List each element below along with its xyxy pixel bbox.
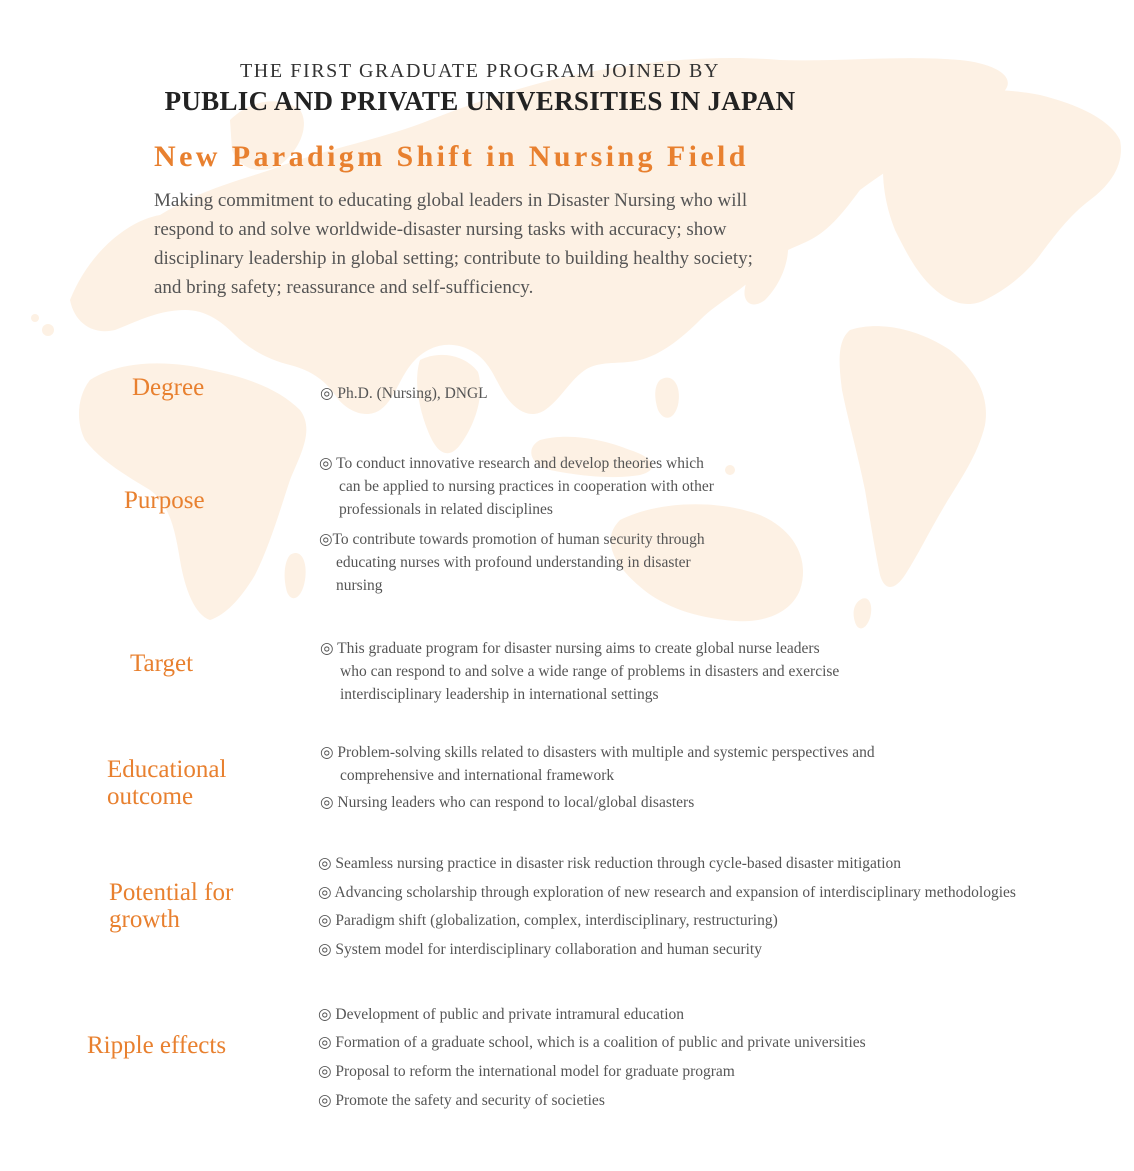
section-label-target [130, 650, 193, 677]
item-line: who can respond to and solve a wide range of problems in disasters and exercise [340, 663, 840, 680]
item-line: ◎ Proposal to reform the international model for graduate program [318, 1063, 735, 1080]
item-line: ◎ Formation of a graduate school, which is a coalition of public and private universities [318, 1034, 866, 1051]
map-madagascar-shape [285, 553, 306, 598]
section-label-potential-for-growth [109, 879, 233, 933]
item-line: ◎ Paradigm shift (globalization, complex, interdisciplinary, restructuring) [318, 912, 778, 929]
item-line: interdisciplinary leadership in international settings [340, 686, 659, 703]
label-line: Potential for [109, 879, 234, 906]
paradigm-heading: New Paradigm Shift in Nursing Field [154, 140, 749, 173]
item-line: nursing [336, 577, 383, 594]
label-line: outcome [107, 783, 194, 810]
ripple-item [318, 1003, 684, 1026]
header-top-line: THE FIRST GRADUATE PROGRAM JOINED BY [239, 60, 721, 82]
label-line: growth [109, 906, 180, 933]
purpose-item [319, 528, 705, 597]
item-line: comprehensive and international framework [340, 767, 615, 784]
growth-item [318, 938, 762, 961]
item-line: ◎ Problem-solving skills related to disasters with multiple and systemic perspectives and [320, 744, 875, 761]
item-line: ◎ Promote the safety and security of societies [318, 1092, 605, 1109]
item-line: ◎ This graduate program for disaster nursing aims to create global nurse leaders [320, 640, 820, 657]
label-line: Target [130, 650, 194, 677]
map-island-dot [725, 465, 735, 475]
label-line: Purpose [124, 487, 205, 514]
ripple-item [318, 1089, 605, 1112]
item-line: ◎ Seamless nursing practice in disaster risk reduction through cycle-based disaster mitigation [318, 855, 901, 872]
map-island-dot [31, 314, 39, 322]
growth-item [318, 909, 778, 932]
item-line: ◎ Development of public and private intramural education [318, 1006, 685, 1023]
map-newzealand-shape [854, 598, 872, 628]
item-line: educating nurses with profound understanding in disaster [336, 554, 691, 571]
item-line: can be applied to nursing practices in cooperation with other [339, 478, 714, 495]
item-line: ◎To contribute towards promotion of human security through [319, 531, 705, 548]
section-label-degree [132, 374, 204, 401]
item-line: ◎ Advancing scholarship through exploration of new research and expansion of interdisciplinary methodologies [318, 884, 1016, 901]
intro-line: disciplinary leadership in global setting; contribute to building healthy society; [154, 248, 753, 269]
ripple-item [318, 1031, 866, 1054]
intro-line: Making commitment to educating global leaders in Disaster Nursing who will [154, 190, 748, 211]
section-label-educational-outcome [107, 756, 226, 810]
section-label-ripple-effects [87, 1032, 226, 1059]
intro-line: respond to and solve worldwide-disaster nursing tasks with accuracy; show [154, 219, 727, 240]
item-line: professionals in related disciplines [339, 501, 553, 518]
purpose-item [319, 452, 714, 521]
growth-item [318, 852, 901, 875]
map-northamerica-shape [883, 90, 1121, 304]
item-line: ◎ System model for interdisciplinary collaboration and human security [318, 941, 762, 958]
growth-item [318, 881, 1016, 904]
map-island-dot [42, 324, 54, 336]
header-main-title: PUBLIC AND PRIVATE UNIVERSITIES IN JAPAN [164, 86, 796, 116]
outcome-item [320, 791, 694, 814]
target-item [320, 637, 839, 706]
map-southamerica-shape [840, 326, 986, 587]
degree-item [320, 382, 488, 405]
item-line: ◎ Nursing leaders who can respond to local/global disasters [320, 794, 695, 811]
item-line: ◎ To conduct innovative research and develop theories which [319, 455, 704, 472]
section-label-purpose [124, 487, 205, 514]
label-line: Educational [107, 756, 227, 783]
intro-line: and bring safety; reassurance and self-sufficiency. [154, 277, 534, 298]
label-line: Degree [132, 374, 205, 401]
ripple-item [318, 1060, 735, 1083]
outcome-item [320, 741, 875, 787]
item-line: ◎ Ph.D. (Nursing), DNGL [320, 385, 488, 402]
map-philippines-shape [655, 378, 679, 418]
intro-paragraph [154, 186, 834, 302]
label-line: Ripple effects [87, 1032, 227, 1059]
